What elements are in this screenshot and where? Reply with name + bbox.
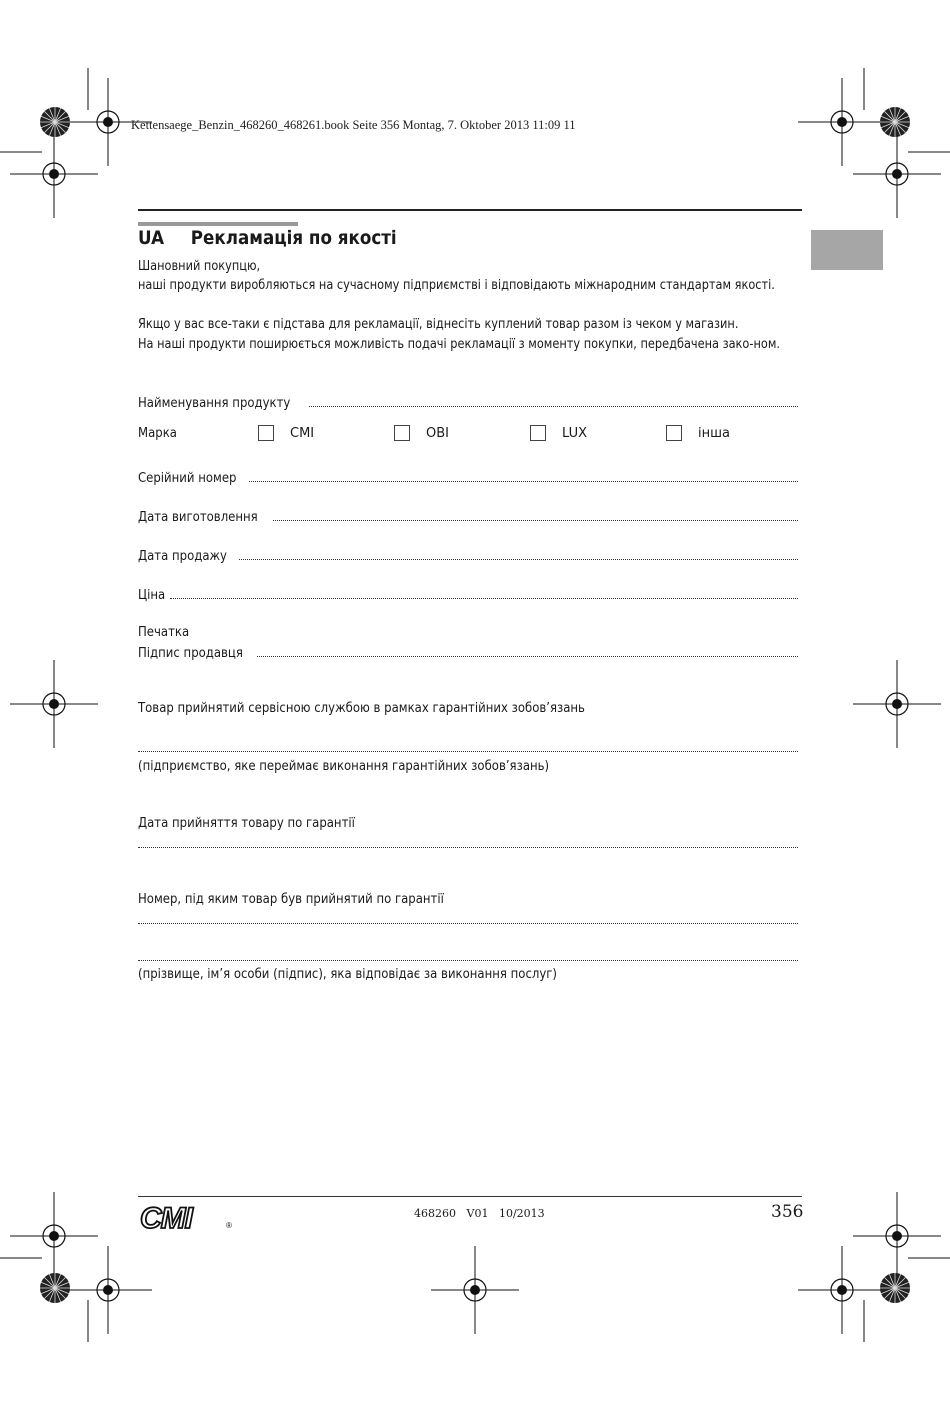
checkbox[interactable] [258, 425, 274, 441]
stamp-label: Печатка [138, 625, 190, 640]
serial-number-field[interactable]: Серійний номер [138, 466, 798, 486]
checkbox[interactable] [530, 425, 546, 441]
brand-label: Марка [138, 426, 177, 441]
checkbox[interactable] [394, 425, 410, 441]
warranty-accept-date-label: Дата прийняття товару по гарантії [138, 816, 355, 831]
page-title: Рекламація по якості [190, 227, 397, 249]
top-rule [138, 209, 802, 211]
checkbox[interactable] [666, 425, 682, 441]
responsible-person-field[interactable] [138, 945, 798, 965]
cmi-logo [138, 1203, 234, 1233]
intro-paragraph-1: наші продукти виробляються на сучасному підприємстві і відповідають міжнародним стандартам якості. [138, 278, 775, 293]
print-header: Kettensaege_Benzin_468260_468261.book Seite 356 Montag, 7. Oktober 2013 11:09 11 [131, 118, 576, 132]
intro-paragraph-2: Якщо у вас все-таки є підстава для рекламації, віднесіть куплений товар разом із чеком у магазин. [138, 317, 739, 332]
brand-option-cmi[interactable]: CMI [258, 425, 314, 441]
intro-greeting: Шановний покупцю, [138, 259, 261, 274]
accepted-by-service-label: Товар прийнятий сервісною службою в рамках гарантійних зобов’язань [138, 701, 585, 716]
svg-text:®: ® [226, 1221, 232, 1230]
product-name-field[interactable]: Найменування продукту [138, 391, 798, 411]
service-company-field[interactable] [138, 736, 798, 756]
warranty-accept-date-field[interactable] [138, 832, 798, 852]
responsible-person-note: (прізвище, ім’я особи (підпис), яка відповідає за виконання послуг) [138, 967, 558, 982]
language-code: UA [138, 227, 165, 249]
brand-option-lux[interactable]: LUX [530, 425, 587, 441]
intro-paragraph-3: На наші продукти поширюється можливість подачі рекламації з моменту покупки, передбачена зако-ном. [138, 337, 780, 352]
section-accent-bar [138, 222, 298, 226]
page-number: 356 [771, 1202, 804, 1222]
manufacture-date-field[interactable]: Дата виготовлення [138, 505, 798, 525]
sale-date-field[interactable]: Дата продажу [138, 544, 798, 564]
warranty-number-label: Номер, під яким товар був прийнятий по гарантії [138, 892, 444, 907]
language-tab [811, 230, 883, 270]
warranty-number-field[interactable] [138, 908, 798, 928]
section-title [138, 227, 397, 249]
seller-signature-field[interactable]: Підпис продавця [138, 641, 798, 661]
price-field[interactable]: Ціна [138, 583, 798, 603]
service-company-note: (підприємство, яке переймає виконання гарантійних зобов’язань) [138, 759, 550, 774]
brand-option-other[interactable]: інша [666, 425, 730, 441]
brand-option-obi[interactable]: OBI [394, 425, 449, 441]
svg-text:CMI: CMI [140, 1203, 192, 1233]
document-info: 468260 V01 10/2013 [414, 1207, 545, 1220]
bottom-rule [138, 1196, 802, 1197]
